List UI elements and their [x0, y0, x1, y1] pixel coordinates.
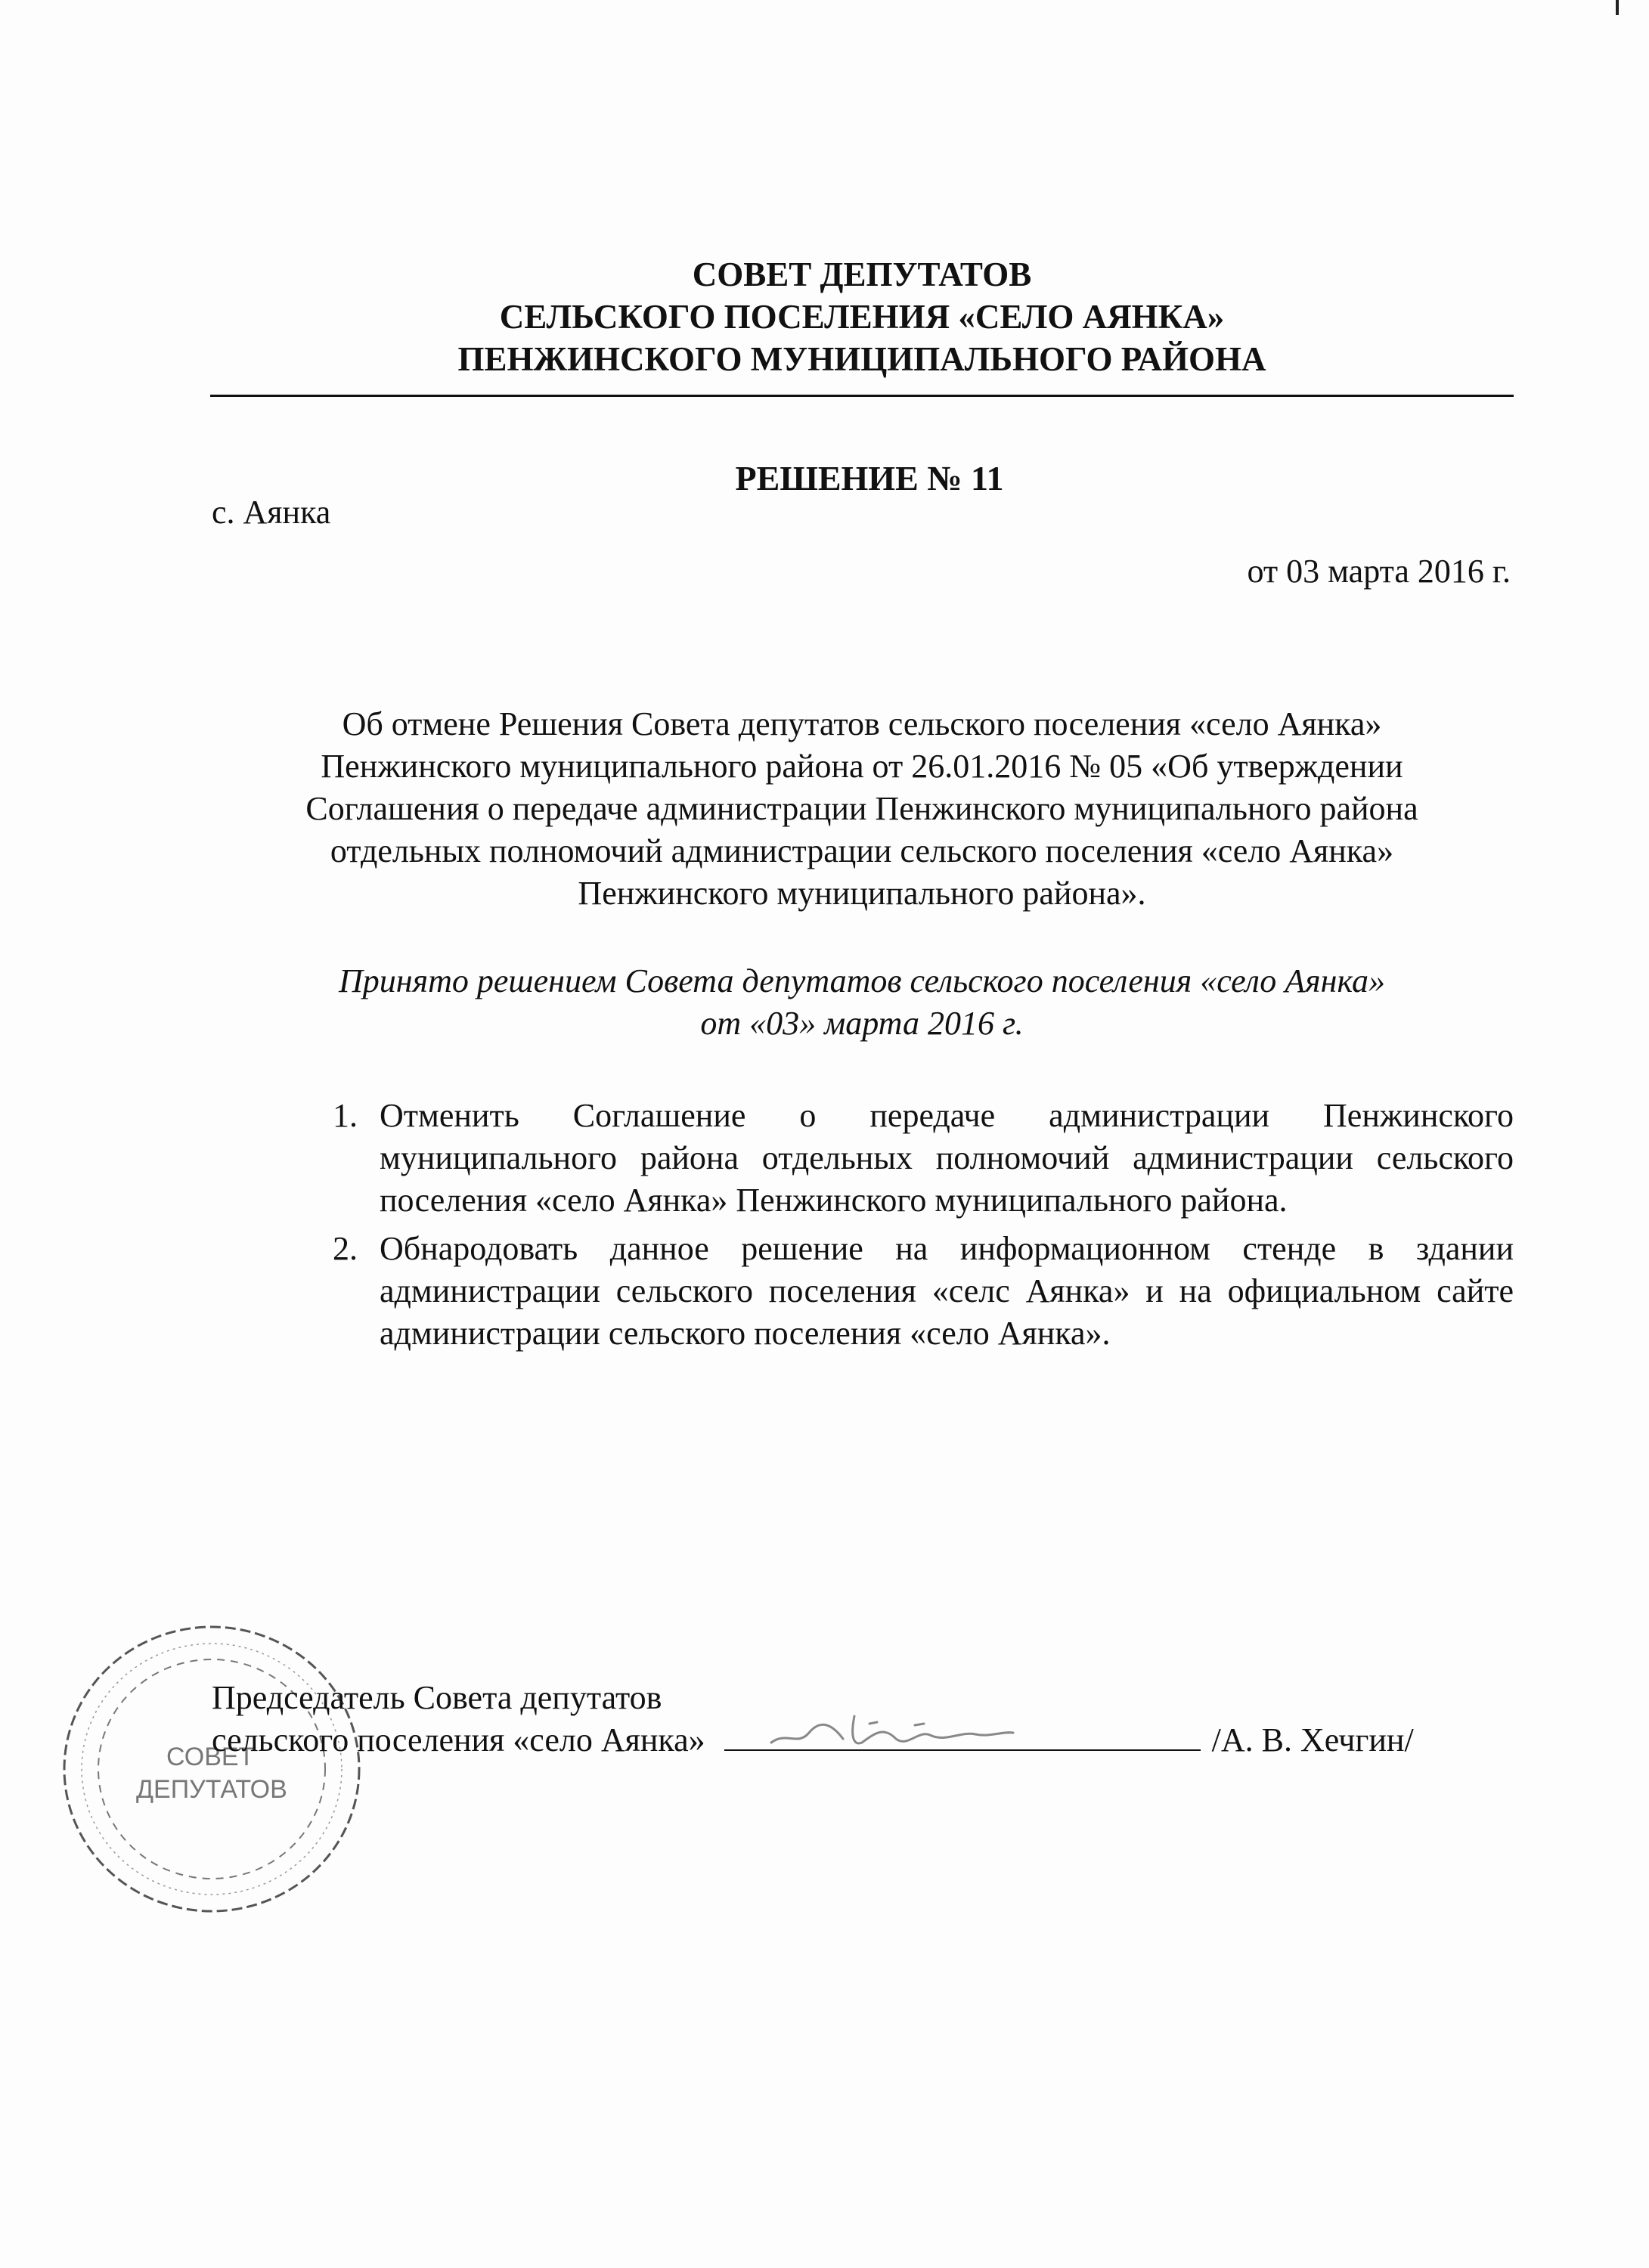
handwritten-signature: [764, 1701, 1021, 1761]
subject-line: Пенжинского муниципального района от 26.01.2016 № 05 «Об утверждении: [321, 748, 1403, 785]
decision-place: с. Аянка: [212, 494, 331, 531]
signatory-role-line-2: сельского поселения «село Аянка»: [212, 1721, 705, 1758]
decision-points: [325, 1095, 1514, 1361]
point-text: Обнародовать данное решение на информационном стенде в здании администрации сельского поселения «селс Аянка» и на официальном сайте администрации сельского поселения «село Аянка».: [380, 1230, 1514, 1352]
subject-line: отдельных полномочий администрации сельского поселения «село Аянка»: [330, 832, 1394, 869]
decision-title: РЕШЕНИЕ № 11: [735, 459, 1004, 497]
decision-subject: [250, 703, 1474, 915]
point-number: 1.: [333, 1097, 358, 1134]
subject-line: Об отмене Решения Совета депутатов сельского поселения «село Аянка»: [342, 705, 1382, 742]
header-line-3: ПЕНЖИНСКОГО МУНИЦИПАЛЬНОГО РАЙОНА: [457, 340, 1266, 378]
stamp-text-1: СОВЕТ: [166, 1743, 255, 1771]
adoption-note: [250, 960, 1474, 1045]
header-divider: [210, 395, 1514, 397]
scan-edge-mark: [1616, 0, 1619, 15]
subject-line: Соглашения о передаче администрации Пенжинского муниципального района: [305, 790, 1418, 827]
decision-point: [325, 1095, 1514, 1222]
issuer-header: [212, 253, 1512, 380]
header-line-1: СОВЕТ ДЕПУТАТОВ: [692, 256, 1032, 293]
decision-date: от 03 марта 2016 г.: [1247, 553, 1511, 590]
signatory-name: /А. В. Хечгин/: [1211, 1721, 1414, 1758]
council-seal-stamp: [53, 1610, 370, 1928]
stamp-text-2: ДЕПУТАТОВ: [136, 1775, 287, 1804]
subject-line: Пенжинского муниципального района».: [578, 875, 1146, 912]
decision-point: [325, 1228, 1514, 1355]
point-text: Отменить Соглашение о передаче администрации Пенжинского муниципального района отдельных полномочий администрации сельского поселения «село Аянка» Пенжинского муниципального района.: [380, 1097, 1514, 1219]
point-number: 2.: [333, 1230, 358, 1267]
adoption-line-2: от «03» марта 2016 г.: [700, 1005, 1024, 1042]
header-line-2: СЕЛЬСКОГО ПОСЕЛЕНИЯ «СЕЛО АЯНКА»: [499, 298, 1225, 336]
adoption-line-1: Принято решением Совета депутатов сельского поселения «село Аянка»: [339, 962, 1385, 999]
signatory-role-line-1: Председатель Совета депутатов: [212, 1679, 662, 1716]
